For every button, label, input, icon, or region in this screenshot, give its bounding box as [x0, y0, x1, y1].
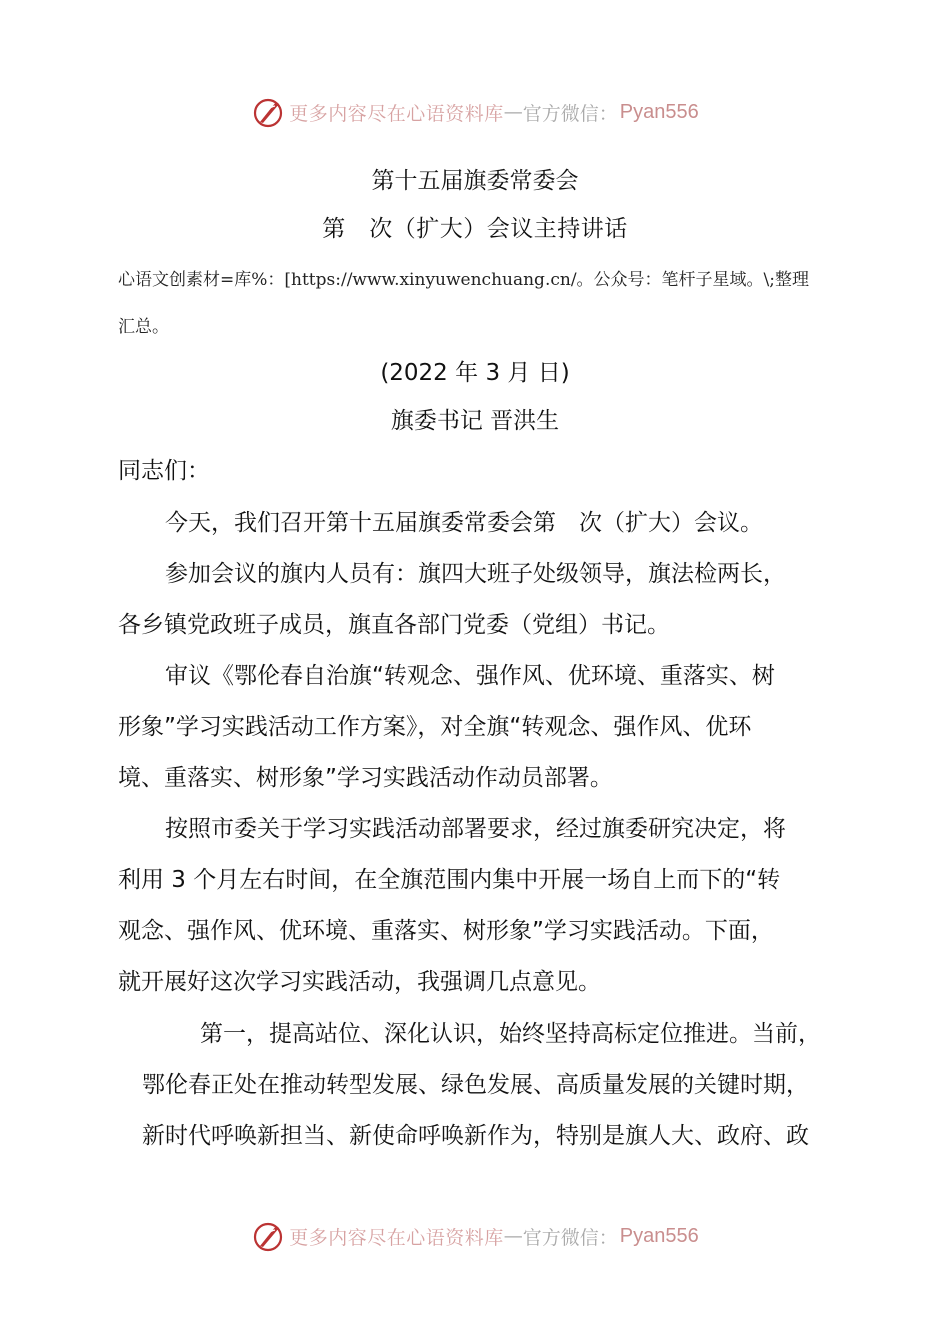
- quill-logo-icon: [251, 95, 285, 129]
- quill-logo-icon: [251, 1219, 285, 1253]
- body-line: 境、重落实、树形象”学习实践活动作动员部署。: [118, 765, 613, 791]
- bottom-watermark-banner: [0, 1216, 950, 1256]
- banner-dash: —: [503, 101, 523, 123]
- banner-dash: —: [503, 1225, 523, 1247]
- body-line: 利用 3 个月左右时间，在全旗范围内集中开展一场自上而下的“转: [118, 867, 781, 893]
- banner-wechat-label: 官方微信：: [522, 1226, 618, 1249]
- source-note-line-1: 心语文创素材=库%：[https://www.xinyuwenchuang.cn/。公众号：笔杆子星域。\;整理: [118, 270, 809, 290]
- body-line: 形象”学习实践活动工作方案》，对全旗“转观念、强作风、优环: [118, 714, 752, 740]
- body-line: 按照市委关于学习实践活动部署要求，经过旗委研究决定，将: [165, 816, 786, 842]
- source-note-line-2: 汇总。: [118, 317, 169, 337]
- title-line-2: 第 次（扩大）会议主持讲话: [322, 216, 628, 242]
- body-line: 参加会议的旗内人员有：旗四大班子处级领导，旗法检两长，: [165, 561, 786, 587]
- banner-wechat-id: Pyan556: [619, 1224, 699, 1247]
- banner-wechat-id: Pyan556: [619, 100, 699, 123]
- meeting-date: (2022 年 3 月 日): [380, 360, 570, 386]
- body-line: 鄂伦春正处在推动转型发展、绿色发展、高质量发展的关键时期，: [142, 1072, 809, 1098]
- body-line: 审议《鄂伦春自治旗“转观念、强作风、优环境、重落实、树: [165, 663, 775, 689]
- top-watermark-banner: [0, 92, 950, 132]
- body-line: 就开展好这次学习实践活动，我强调几点意见。: [118, 969, 601, 995]
- salutation: 同志们：: [118, 458, 210, 484]
- title-line-1: 第十五届旗委常委会: [371, 168, 579, 194]
- body-line: 今天，我们召开第十五届旗委常委会第 次（扩大）会议。: [165, 510, 763, 536]
- banner-main-text: 更多内容尽在心语资料库: [289, 1226, 504, 1249]
- body-line: 第一，提高站位、深化认识，始终坚持高标定位推进。当前，: [200, 1021, 821, 1047]
- body-line: 观念、强作风、优环境、重落实、树形象”学习实践活动。下面，: [118, 918, 774, 944]
- banner-wechat-label: 官方微信：: [522, 102, 618, 125]
- body-line: 各乡镇党政班子成员，旗直各部门党委（党组）书记。: [118, 612, 670, 638]
- banner-main-text: 更多内容尽在心语资料库: [289, 102, 504, 125]
- body-line: 新时代呼唤新担当、新使命呼唤新作为，特别是旗人大、政府、政: [142, 1123, 809, 1149]
- speaker-line: 旗委书记 晋洪生: [390, 408, 560, 434]
